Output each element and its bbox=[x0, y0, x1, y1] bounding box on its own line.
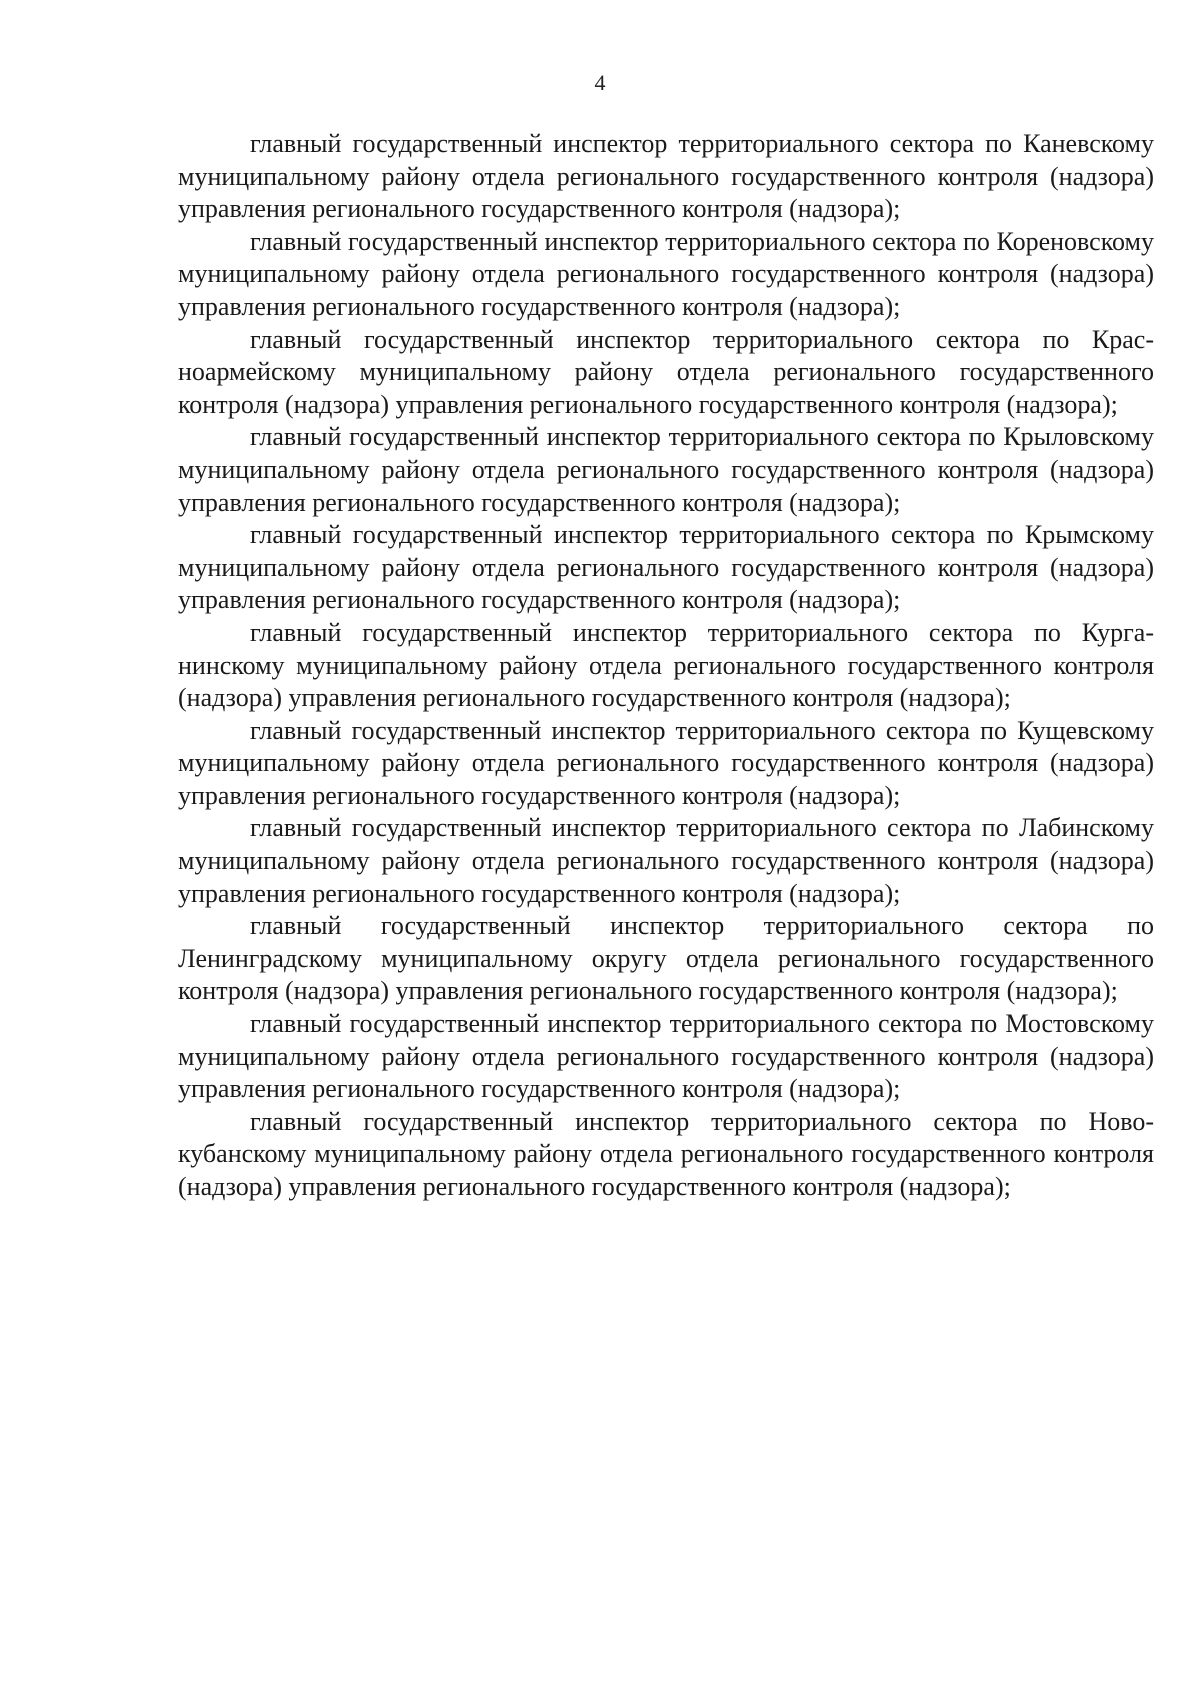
paragraph-krymsky: главный государственный инспектор территориального сектора по Крымскому муниципальному району отдела регионального государственного контроля (надзора) управления регионального государственного контроля (надзора); bbox=[178, 520, 1154, 615]
page-number: 4 bbox=[594, 70, 606, 95]
paragraph-korenovsky: главный государственный инспектор территориального сектора по Кореновскому муниципальному району отдела регионального государственного контроля (надзора) управления регионального государственного контроля (надзора); bbox=[178, 226, 1154, 321]
paragraph-krylovsky: главный государственный инспектор территориального сектора по Крыловскому муниципальному району отдела регионального государственного контроля (надзора) управления регионального государственного контроля (надзора); bbox=[178, 422, 1154, 517]
paragraph-labinsky: главный государственный инспектор территориального сектора по Лабинскому муниципальному району отдела регионального государственного контроля (надзора) управления регионального государственного контроля (надзора); bbox=[178, 813, 1154, 908]
paragraph-leningradsky: главный государственный инспектор территориального сектора по Ленинградскому муниципальному округу отдела регионального государственного контроля (надзора) управления регионального государственного контроля (надзора); bbox=[178, 911, 1154, 1006]
paragraph-kurganinsky: главный государственный инспектор территориального сектора по Курганинскому муниципальному району отдела регионального государственного контроля (надзора) управления регионального государственного контроля (надзора); bbox=[178, 617, 1154, 713]
paragraph-krasnoarmeysky: главный государственный инспектор территориального сектора по Красноармейскому муниципальному району отдела регионального государственного контроля (надзора) управления регионального государственного контроля (надзора); bbox=[178, 324, 1154, 419]
document-body bbox=[178, 128, 1154, 1204]
paragraph-novokubansky: главный государственный инспектор территориального сектора по Новокубанскому муниципальному району отдела регионального государственного контроля (надзора) управления регионального государственного контроля (надзора); bbox=[178, 1106, 1154, 1201]
paragraph-kushchevsky: главный государственный инспектор территориального сектора по Кущевскому муниципальному району отдела регионального государственного контроля (надзора) управления регионального государственного контроля (надзора); bbox=[178, 715, 1154, 810]
paragraph-mostovsky: главный государственный инспектор территориального сектора по Мостовскому муниципальному району отдела регионального государственного контроля (надзора) управления регионального государственного контроля (надзора); bbox=[178, 1009, 1154, 1104]
paragraph-kanevskoy: главный государственный инспектор территориального сектора по Каневскому муниципальному району отдела регионального государственного контроля (надзора) управления регионального государственного контроля (надзора); bbox=[178, 129, 1154, 224]
